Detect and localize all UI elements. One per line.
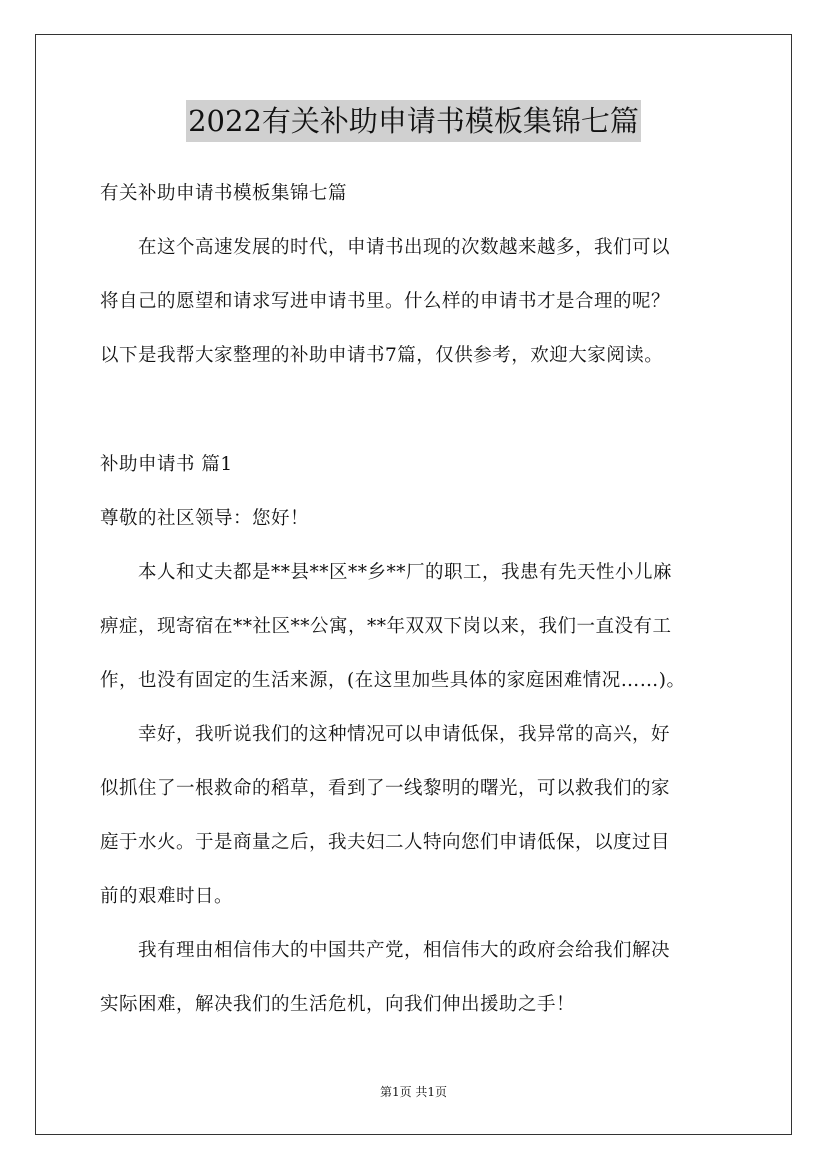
body-line-8: 我有理由相信伟大的中国共产党，相信伟大的政府会给我们解决 (100, 940, 671, 961)
body-line-5: 似抓住了一根救命的稻草，看到了一线黎明的曙光，可以救我们的家 (100, 778, 671, 799)
subtitle-line: 有关补助申请书模板集锦七篇 (100, 183, 348, 204)
body-line-6: 庭于水火。于是商量之后，我夫妇二人特向您们申请低保，以度过目 (100, 832, 671, 853)
body-line-1: 本人和丈夫都是**县**区**乡**厂的职工，我患有先天性小儿麻 (100, 562, 673, 583)
page-footer: 第1页 共1页 (379, 1085, 448, 1099)
intro-line-1: 在这个高速发展的时代，申请书出现的次数越来越多，我们可以 (100, 237, 671, 258)
body-line-2: 痹症，现寄宿在**社区**公寓，**年双双下岗以来，我们一直没有工 (100, 616, 672, 637)
document-title: 2022有关补助申请书模板集锦七篇 (186, 100, 641, 142)
body-line-4: 幸好，我听说我们的这种情况可以申请低保，我异常的高兴，好 (100, 724, 671, 745)
body-line-7: 前的艰难时日。 (100, 886, 234, 907)
intro-line-3: 以下是我帮大家整理的补助申请书7篇，仅供参考，欢迎大家阅读。 (100, 345, 664, 366)
body-line-9: 实际困难，解决我们的生活危机，向我们伸出援助之手！ (100, 994, 576, 1015)
body-line-3: 作，也没有固定的生活来源，(在这里加些具体的家庭困难情况……)。 (100, 670, 686, 691)
intro-line-2: 将自己的愿望和请求写进申请书里。什么样的申请书才是合理的呢？ (100, 291, 671, 312)
title-container (0, 100, 827, 142)
salutation-line: 尊敬的社区领导：您好！ (100, 508, 310, 529)
section-heading: 补助申请书 篇1 (100, 454, 233, 475)
